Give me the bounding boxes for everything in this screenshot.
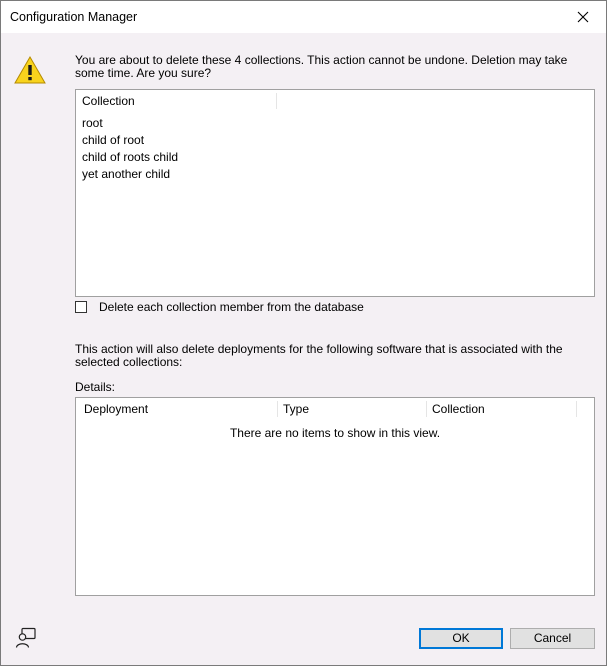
list-item[interactable]: child of root — [82, 133, 145, 147]
confirmation-message: You are about to delete these 4 collections. This action cannot be undone. Deletion may take some time. Are you sure? — [75, 53, 568, 80]
close-icon — [577, 11, 589, 23]
feedback-icon[interactable] — [15, 627, 37, 649]
column-separator — [276, 93, 277, 109]
column-separator — [576, 401, 577, 417]
details-label: Details: — [75, 380, 116, 394]
collection-column-header[interactable]: Collection — [82, 94, 135, 108]
empty-list-message: There are no items to show in this view. — [229, 426, 441, 440]
collection-column-header[interactable]: Collection — [432, 402, 485, 416]
list-item[interactable]: child of roots child — [82, 150, 179, 164]
details-list[interactable] — [75, 397, 595, 596]
type-column-header[interactable]: Type — [283, 402, 310, 416]
list-item[interactable]: root — [82, 116, 103, 130]
warning-icon — [14, 56, 46, 84]
title-bar — [1, 1, 606, 33]
collections-list[interactable] — [75, 89, 595, 297]
deployments-info-text: This action will also delete deployments for the following software that is associated with the selected collections: — [75, 342, 563, 369]
list-item[interactable]: yet another child — [82, 167, 171, 181]
deployment-column-header[interactable]: Deployment — [84, 402, 149, 416]
ok-button[interactable]: OK — [419, 628, 503, 649]
delete-members-option[interactable] — [75, 299, 364, 315]
delete-members-label[interactable]: Delete each collection member from the database — [99, 300, 364, 314]
window-title: Configuration Manager — [10, 10, 138, 24]
cancel-button[interactable]: Cancel — [510, 628, 595, 649]
close-button[interactable] — [560, 1, 606, 33]
delete-members-checkbox[interactable] — [75, 301, 87, 313]
